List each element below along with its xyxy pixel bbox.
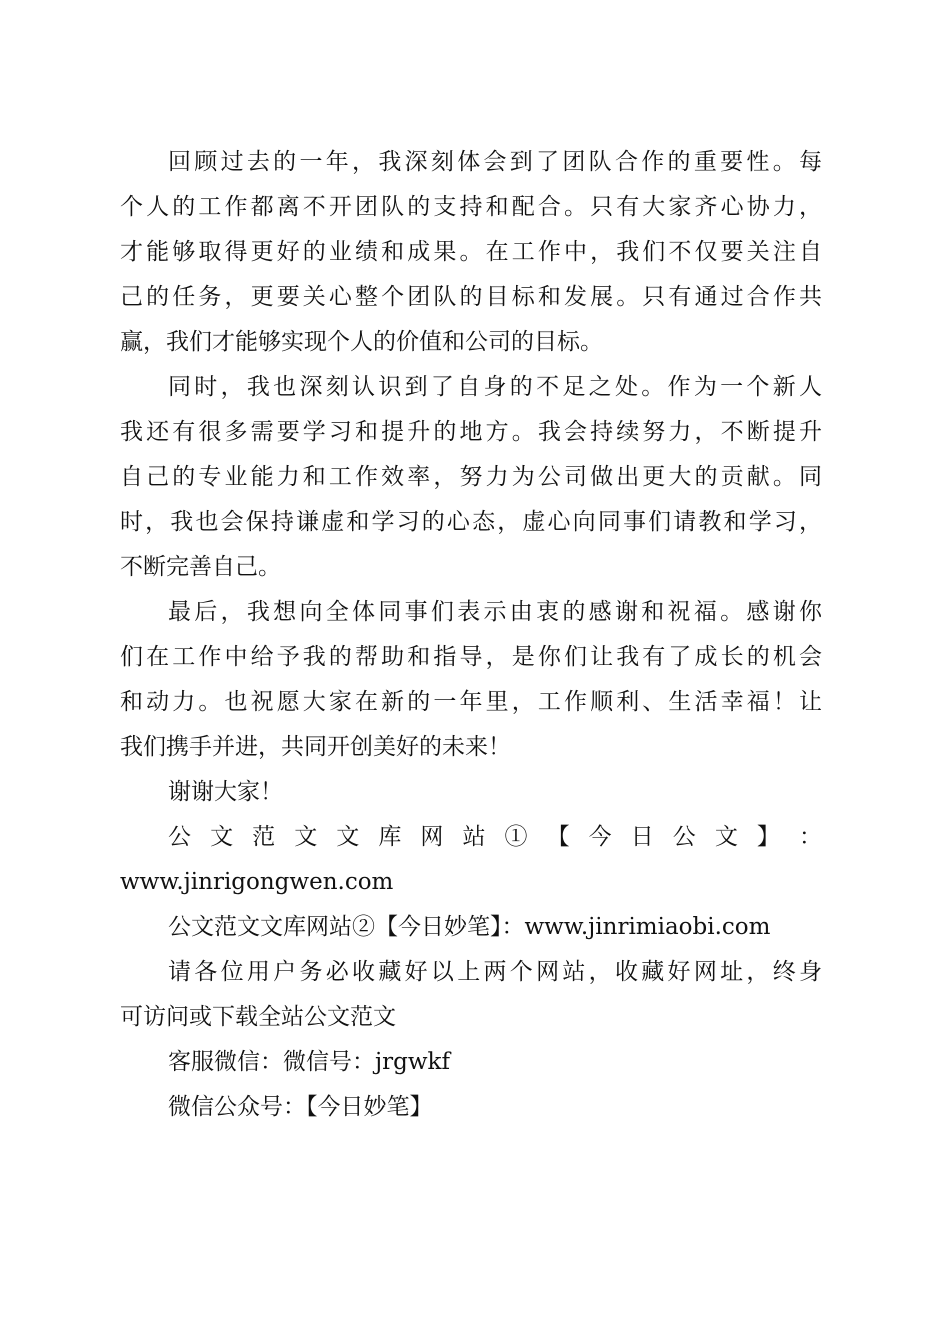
wechat-service-line: 客服微信：微信号：jrgwkf	[168, 1049, 450, 1075]
paragraph-2-line-5: 不断完善自己。	[120, 554, 281, 580]
paragraph-1-line-2: 个人的工作都离不开团队的支持和配合。只有大家齐心协力，	[120, 194, 822, 220]
paragraph-2-line-1: 同时，我也深刻认识到了自身的不足之处。作为一个新人	[168, 374, 822, 400]
paragraph-2-line-3: 自己的专业能力和工作效率，努力为公司做出更大的贡献。同	[120, 464, 822, 490]
paragraph-1-line-1: 回顾过去的一年，我深刻体会到了团队合作的重要性。每	[168, 149, 822, 175]
wechat-public-line: 微信公众号：【今日妙笔】	[168, 1094, 433, 1120]
paragraph-3-line-3: 和动力。也祝愿大家在新的一年里，工作顺利、生活幸福！让	[120, 689, 822, 715]
site-2-line[interactable]: 公文范文文库网站②【今日妙笔】：www.jinrimiaobi.com	[168, 914, 771, 940]
document-body	[120, 140, 822, 1130]
paragraph-1-line-3: 才能够取得更好的业绩和成果。在工作中，我们不仅要关注自	[120, 239, 822, 265]
paragraph-2-line-4: 时，我也会保持谦虚和学习的心态，虚心向同事们请教和学习，	[120, 509, 822, 535]
paragraph-1-line-4: 己的任务，更要关心整个团队的目标和发展。只有通过合作共	[120, 284, 822, 310]
site-1-url[interactable]: www.jinrigongwen.com	[120, 869, 394, 895]
paragraph-3-line-1: 最后，我想向全体同事们表示由衷的感谢和祝福。感谢你	[168, 599, 822, 625]
site-1-label: 公 文 范 文 文 库 网 站 ① 【 今 日 公 文 】 ：	[168, 824, 822, 850]
paragraph-1-line-5: 赢，我们才能够实现个人的价值和公司的目标。	[120, 329, 603, 355]
paragraph-3-line-4: 我们携手并进，共同开创美好的未来！	[120, 734, 511, 760]
paragraph-3-line-2: 们在工作中给予我的帮助和指导，是你们让我有了成长的机会	[120, 644, 822, 670]
notice-line-2: 可访问或下载全站公文范文	[120, 1004, 396, 1030]
thanks-line: 谢谢大家！	[168, 779, 283, 805]
notice-line-1: 请各位用户务必收藏好以上两个网站，收藏好网址，终身	[168, 959, 822, 985]
paragraph-2-line-2: 我还有很多需要学习和提升的地方。我会持续努力，不断提升	[120, 419, 822, 445]
